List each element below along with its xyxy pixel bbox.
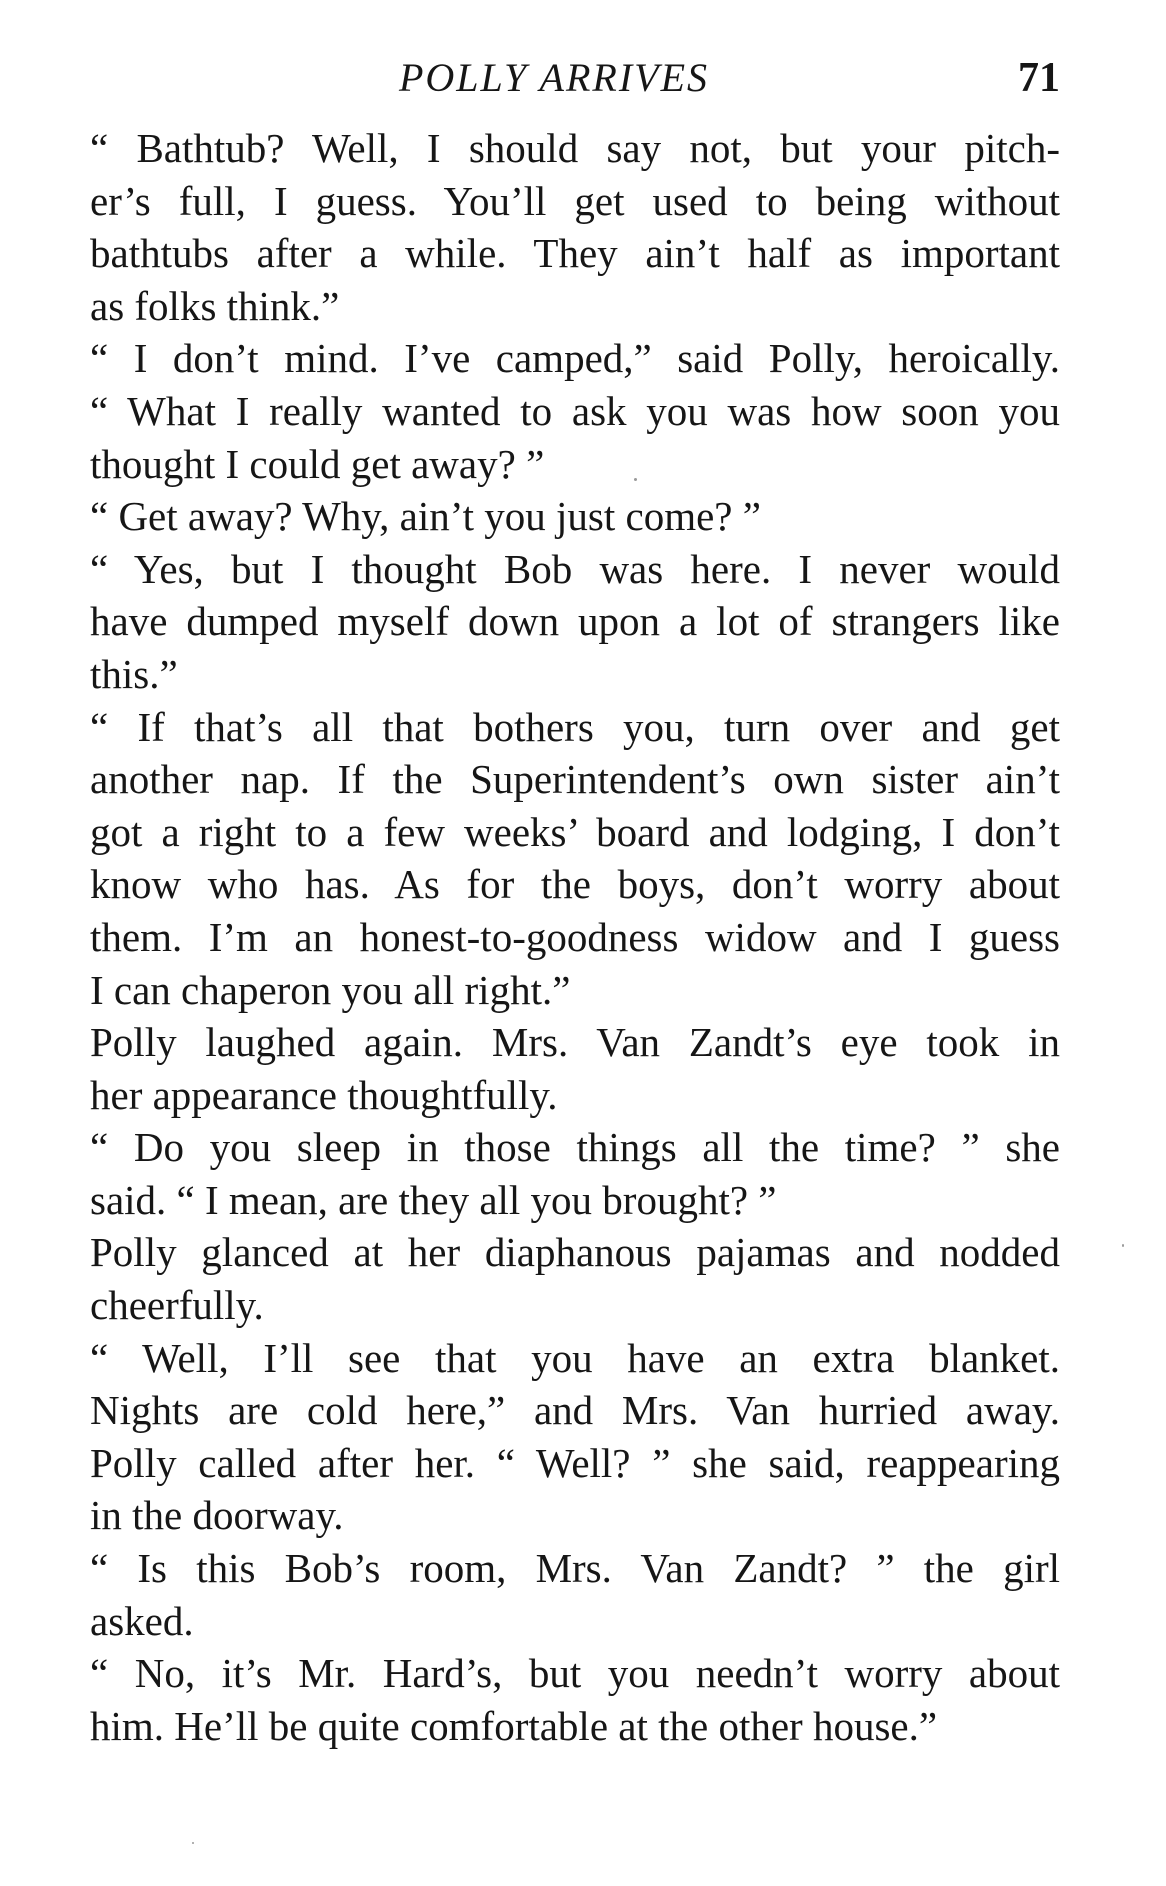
text-line: “ I don’t mind. I’ve camped,” said Polly, heroically.	[90, 335, 1060, 382]
paragraph	[48, 1542, 1060, 1647]
print-speck	[1122, 1244, 1124, 1247]
print-speck	[634, 478, 637, 481]
text-line: “ What I really wanted to ask you was how soon you	[90, 387, 1060, 434]
text-line: “ Yes, but I thought Bob was here. I never would	[90, 545, 1060, 592]
text-line: bathtubs after a while. They ain’t half as important	[90, 230, 1060, 277]
body-text	[48, 122, 1060, 1752]
text-line: Polly laughed again. Mrs. Van Zandt’s eye took in	[90, 1019, 1060, 1066]
text-line: her appearance thoughtfully.	[90, 1071, 558, 1118]
text-line: know who has. As for the boys, don’t worry about	[90, 861, 1060, 908]
paragraph	[48, 1226, 1060, 1331]
running-head	[48, 52, 1060, 104]
text-line: them. I’m an honest-to-goodness widow and I guess	[90, 913, 1060, 960]
text-line: “ Do you sleep in those things all the time? ” she	[90, 1124, 1060, 1171]
text-line: cheerfully.	[90, 1282, 264, 1329]
text-line: “ Get away? Why, ain’t you just come? ”	[90, 493, 761, 540]
paragraph	[48, 122, 1060, 332]
text-line: said. “ I mean, are they all you brought? ”	[90, 1176, 777, 1223]
text-line: thought I could get away? ”	[90, 440, 545, 487]
paragraph	[48, 1121, 1060, 1226]
text-line: asked.	[90, 1597, 194, 1644]
paragraph	[48, 490, 1060, 543]
text-line: “ Is this Bob’s room, Mrs. Van Zandt? ” the girl	[90, 1545, 1060, 1592]
book-page	[48, 52, 1060, 1752]
text-line: as folks think.”	[90, 282, 340, 329]
text-line: er’s full, I guess. You’ll get used to being without	[90, 177, 1060, 224]
text-line: Nights are cold here,” and Mrs. Van hurried away.	[90, 1387, 1060, 1434]
paragraph	[48, 1332, 1060, 1542]
paragraph	[48, 543, 1060, 701]
text-line: in the doorway.	[90, 1492, 344, 1539]
text-line: “ If that’s all that bothers you, turn over and get	[90, 703, 1060, 750]
paragraph	[48, 1647, 1060, 1752]
page-number: 71	[1018, 55, 1060, 101]
text-line: got a right to a few weeks’ board and lodging, I don’t	[90, 808, 1060, 855]
running-title: POLLY ARRIVES	[398, 55, 710, 100]
text-line: have dumped myself down upon a lot of strangers like	[90, 598, 1060, 645]
text-line: another nap. If the Superintendent’s own sister ain’t	[90, 756, 1060, 803]
print-speck	[192, 1842, 194, 1844]
text-line: “ Well, I’ll see that you have an extra blanket.	[90, 1334, 1060, 1381]
paragraph	[48, 332, 1060, 490]
text-line: “ No, it’s Mr. Hard’s, but you needn’t worry about	[90, 1650, 1060, 1697]
paragraph	[48, 1016, 1060, 1121]
paragraph	[48, 701, 1060, 1017]
text-line: I can chaperon you all right.”	[90, 966, 571, 1013]
text-line: this.”	[90, 650, 178, 697]
text-line: “ Bathtub? Well, I should say not, but your pitch-	[90, 125, 1060, 171]
text-line: Polly called after her. “ Well? ” she said, reappearing	[90, 1439, 1060, 1486]
text-line: Polly glanced at her diaphanous pajamas and nodded	[90, 1229, 1060, 1276]
text-line: him. He’ll be quite comfortable at the other house.”	[90, 1702, 938, 1749]
